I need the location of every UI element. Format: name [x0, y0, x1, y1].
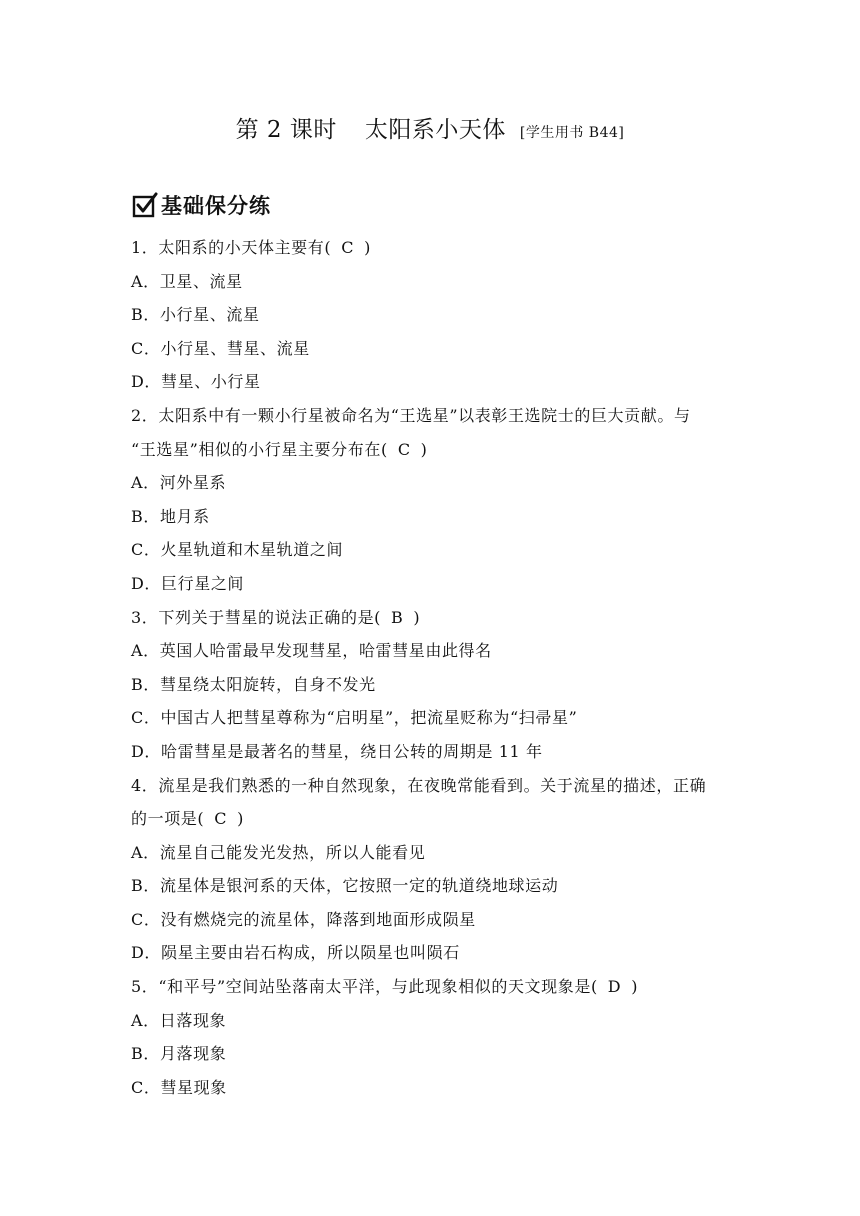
- question-stem: 4．流星是我们熟悉的一种自然现象，在夜晚常能看到。关于流星的描述，正确: [131, 775, 707, 795]
- question-stem: 2．太阳系中有一颗小行星被命名为“王选星”以表彰王选院士的巨大贡献。与: [131, 405, 691, 425]
- option: A．河外星系: [131, 473, 227, 493]
- option: B．小行星、流星: [131, 305, 260, 325]
- option: C．没有燃烧完的流星体，降落到地面形成陨星: [131, 909, 476, 929]
- lesson-number: 第 2 课时: [235, 117, 337, 143]
- option: C．中国古人把彗星尊称为“启明星”，把流星贬称为“扫帚星”: [131, 708, 578, 728]
- question-stem-continued: 的一项是( C ): [131, 802, 737, 836]
- option: B．彗星绕太阳旋转，自身不发光: [131, 674, 376, 694]
- option: A．日落现象: [131, 1010, 227, 1030]
- option: D．巨行星之间: [131, 573, 245, 593]
- answer: C: [214, 809, 228, 829]
- option: C．火星轨道和木星轨道之间: [131, 540, 344, 560]
- option: D．彗星、小行星: [131, 372, 261, 392]
- option: B．流星体是银河系的天体，它按照一定的轨道绕地球运动: [131, 876, 559, 896]
- question-stem-continued: “王选星”相似的小行星主要分布在( C ): [131, 433, 737, 467]
- page-title: [0, 113, 860, 150]
- answer: C: [341, 238, 355, 257]
- option: B．地月系: [131, 506, 210, 526]
- option: A．英国人哈雷最早发现彗星，哈雷彗星由此得名: [131, 641, 492, 661]
- answer: D: [607, 977, 622, 997]
- option: A．卫星、流星: [131, 271, 243, 291]
- option: B．月落现象: [131, 1044, 227, 1064]
- book-reference: [学生用书 B44]: [519, 125, 625, 141]
- option: C．彗星现象: [131, 1077, 227, 1097]
- section-heading: [132, 191, 271, 219]
- lesson-topic: 太阳系小天体: [364, 117, 506, 143]
- question-stem: 5．“和平号”空间站坠落南太平洋，与此现象相似的天文现象是( D ): [131, 970, 737, 1004]
- question-stem: 1．太阳系的小天体主要有( C ): [131, 231, 737, 265]
- option: A．流星自己能发光发热，所以人能看见: [131, 842, 426, 862]
- answer: B: [391, 607, 404, 627]
- answer: C: [397, 439, 411, 459]
- option: D．陨星主要由岩石构成，所以陨星也叫陨石: [131, 943, 460, 963]
- section-label: 基础保分练: [161, 194, 271, 218]
- checkbox-checked-icon: [132, 192, 158, 218]
- option: D．哈雷彗星是最著名的彗星，绕日公转的周期是 11 年: [131, 741, 543, 761]
- question-stem: 3．下列关于彗星的说法正确的是( B ): [131, 601, 737, 635]
- question-list: [131, 231, 737, 1104]
- option: C．小行星、彗星、流星: [131, 338, 310, 358]
